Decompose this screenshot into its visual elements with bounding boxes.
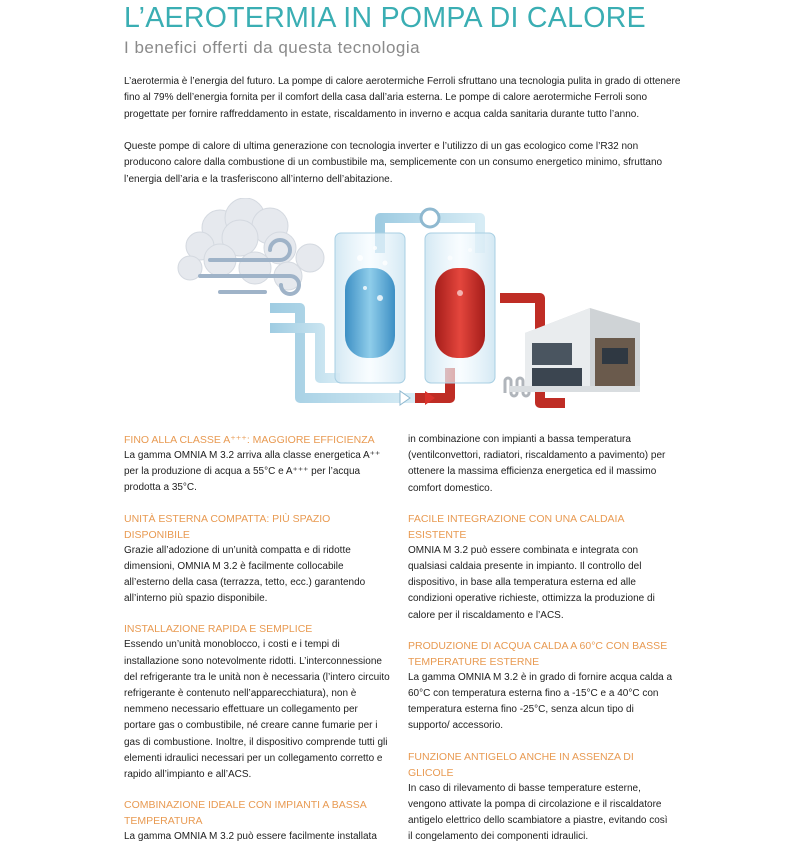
section-body: La gamma OMNIA M 3.2 è in grado di fornire acqua calda a 60°C con temperatura esterna fino a -15°C e a 40°C con temperatura esterna fino -25°C, senza alcun tipo di supporto/ accessorio. — [408, 671, 673, 732]
house-icon — [510, 308, 640, 392]
section-heading: FACILE INTEGRAZIONE CON UNA CALDAIA ESISTENTE — [408, 512, 624, 541]
feature-section — [124, 511, 390, 608]
section-body: La gamma OMNIA M 3.2 arriva alla classe energetica A⁺⁺ per la produzione di acqua a 55°C e A⁺⁺⁺ per l’acqua prodotta a 35°C. — [124, 450, 381, 494]
right-column — [408, 432, 674, 859]
section-heading: FINO ALLA CLASSE A⁺⁺⁺: MAGGIORE EFFICIENZA — [124, 434, 375, 446]
feature-section — [408, 638, 674, 735]
section-heading: FUNZIONE ANTIGELO ANCHE IN ASSENZA DI GLICOLE — [408, 750, 634, 779]
feature-section — [408, 511, 674, 624]
section-body: Grazie all’adozione di un’unità compatta e di ridotte dimensioni, OMNIA M 3.2 è facilmente collocabile all’esterno della casa (terrazza, tetto, ecc.) garantendo all’interno più spazio disponibile. — [124, 544, 366, 605]
section-heading: UNITÀ ESTERNA COMPATTA: PIÙ SPAZIO DISPONIBILE — [124, 512, 331, 541]
section-body: Essendo un’unità monoblocco, i costi e i tempi di installazione sono notevolmente ridotti. L’interconnessione del refrigerante tra le unità non è necessaria (l’intero circuito refrigerante è contenuto nell’apparecchiatura), non è nemmeno necessario effettuare un collegamento per portare gas o combustibile, né creare canne fumarie per i gas di combustione. Inoltre, il dispositivo comprende tutti gli elementi idraulici necessari per un collegamento corretto e rapido all’impianto e all’ACS. — [124, 639, 390, 781]
section-heading: INSTALLAZIONE RAPIDA E SEMPLICE — [124, 623, 313, 636]
feature-section — [124, 432, 390, 497]
section-body: OMNIA M 3.2 può essere combinata e integrata con qualsiasi caldaia presente in impianto. Il controllo del dispositivo, in base alla temperatura esterna ed alle condizioni operative richieste, ottimizza la produzione di calore per il riscaldamento e l’ACS. — [408, 544, 655, 621]
section-body: in combinazione con impianti a bassa temperatura (ventilconvettori, radiatori, riscaldamento a pavimento) per ottenere la massima efficienza energetica ed il massimo comfort domestico. — [408, 434, 666, 494]
intro-paragraph-2: Queste pompe di calore di ultima generazione con tecnologia inverter e l’utilizzo di un gas ecologico come l’R32 non producono calore dalla combustione di un combustibile ma, semplicemente con un consumo energetico minimo, sfruttano l’energia dell’aria e la trasferiscono all’interno dell’abitazione. — [124, 141, 663, 185]
feature-section — [408, 749, 674, 846]
cold-exchanger — [335, 233, 405, 383]
intro-paragraph-1: L’aerotermia è l’energia del futuro. La pompe di calore aerotermiche Ferroli sfruttano una tecnologia pulita in grado di ottenere fino al 79% dell’energia fornita per il comfort della casa dall’aria esterna. Le pompe di calore aerotermiche Ferroli sono progettate per fornire raffreddamento in estate, riscaldamento in inverno e acqua calda sanitaria durante tutto l’anno. — [124, 76, 681, 120]
left-column — [124, 432, 390, 859]
compressor-icon — [421, 209, 439, 227]
section-heading: PRODUZIONE DI ACQUA CALDA A 60°C CON BASSE TEMPERATURE ESTERNE — [408, 639, 668, 668]
section-body: La gamma OMNIA M 3.2 può essere facilmente installata — [124, 831, 377, 843]
hot-exchanger — [425, 233, 495, 383]
feature-section-continued — [408, 432, 674, 497]
heat-pump-illustration — [170, 198, 640, 413]
section-body: In caso di rilevamento di basse temperature esterne, vengono attivate la pompa di circolazione e il riscaldatore antigelo elettrico dello scambiatore a piastre, evitando così il congelamento dei componenti idraulici. — [408, 782, 668, 843]
feature-section — [124, 621, 390, 783]
feature-section — [124, 797, 390, 845]
section-heading: COMBINAZIONE IDEALE CON IMPIANTI A BASSA TEMPERATURA — [124, 799, 367, 828]
page-subtitle: I benefici offerti da questa tecnologia — [124, 38, 421, 57]
page-title: L’AEROTERMIA IN POMPA DI CALORE — [124, 2, 646, 34]
